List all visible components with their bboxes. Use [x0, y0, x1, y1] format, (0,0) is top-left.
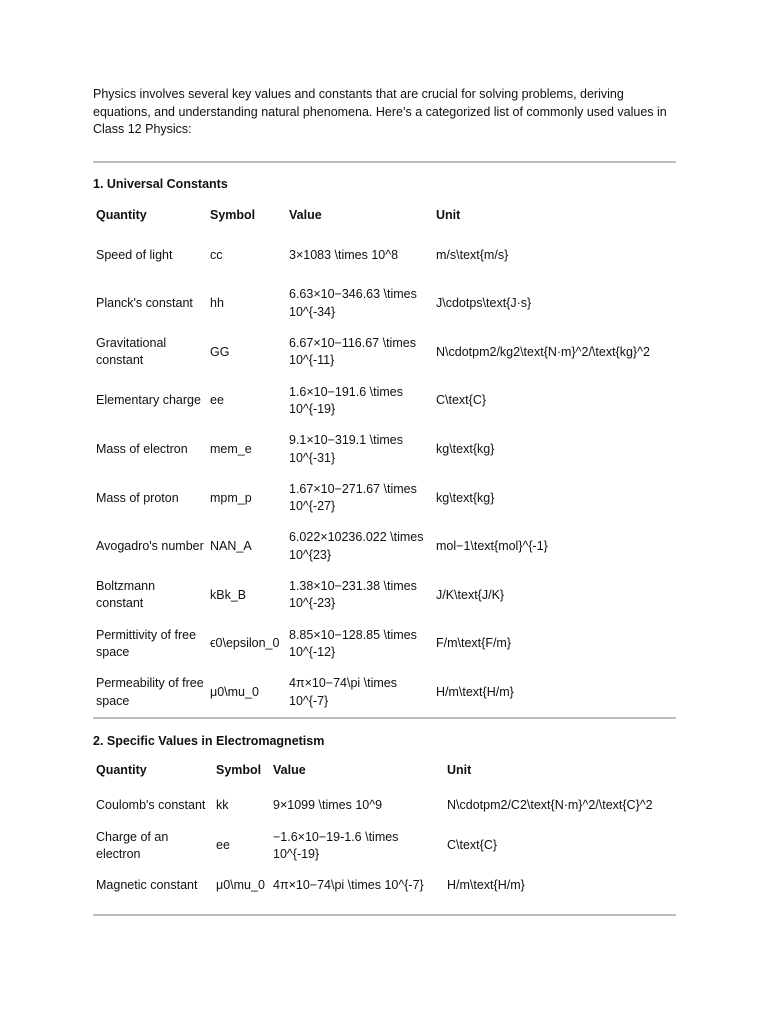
cell-unit: kg\text{kg}: [436, 441, 495, 456]
table-row: [93, 786, 678, 826]
cell-quantity: Avogadro's number: [96, 539, 204, 554]
table-row: [93, 668, 678, 717]
cell-quantity: Speed of light: [96, 247, 173, 262]
header-value: Value: [273, 763, 306, 778]
cell-unit: N\cdotpm2/C2\text{N·m}^2/\text{C}^2: [447, 798, 653, 813]
cell-value: 6.022×10236.022 \times 10^{23}: [289, 530, 424, 562]
table-header-row: [93, 756, 678, 786]
cell-value: 6.63×10−346.63 \times 10^{-34}: [289, 287, 417, 319]
table-row: [93, 826, 678, 866]
cell-symbol: cc: [210, 247, 223, 262]
cell-unit: kg\text{kg}: [436, 490, 495, 505]
cell-quantity: Charge of an electron: [96, 829, 169, 861]
table-row: [93, 571, 678, 620]
cell-unit: C\text{C}: [436, 393, 487, 408]
cell-quantity: Boltzmann constant: [96, 578, 156, 611]
cell-quantity: Mass of electron: [96, 441, 188, 456]
cell-unit: H/m\text{H/m}: [447, 878, 525, 893]
table-header-row: [93, 200, 678, 231]
cell-unit: H/m\text{H/m}: [436, 684, 514, 699]
cell-value: −1.6×10−19-1.6 \times 10^{-19}: [273, 829, 399, 861]
cell-quantity: Gravitational constant: [96, 335, 167, 368]
cell-quantity: Magnetic constant: [96, 878, 198, 893]
section-divider: [93, 161, 676, 163]
cell-unit: mol−1\text{mol}^{-1}: [436, 539, 548, 554]
header-symbol: Symbol: [216, 763, 262, 778]
table-row: [93, 425, 678, 474]
cell-symbol: kk: [216, 798, 229, 813]
header-quantity: Quantity: [96, 207, 147, 222]
table-row: [93, 866, 678, 906]
cell-symbol: ee: [210, 393, 224, 408]
table-row: [93, 328, 678, 377]
cell-unit: C\text{C}: [447, 838, 498, 853]
header-quantity: Quantity: [96, 763, 147, 778]
cell-value: 9.1×10−319.1 \times 10^{-31}: [289, 433, 403, 465]
cell-value: 4π×10−74\pi \times 10^{-7}: [289, 676, 397, 708]
header-value: Value: [289, 207, 322, 222]
cell-value: 3×1083 \times 10^8: [289, 247, 399, 262]
cell-value: 1.6×10−191.6 \times 10^{-19}: [289, 384, 403, 417]
universal-constants-table: [93, 200, 678, 717]
cell-unit: F/m\text{F/m}: [436, 636, 512, 651]
table-row: [93, 620, 678, 669]
table-row: [93, 231, 678, 280]
cell-symbol: μ0\mu_0: [216, 878, 265, 893]
cell-quantity: Permittivity of free space: [96, 627, 197, 660]
cell-symbol: kBk_B: [210, 587, 247, 602]
cell-unit: m/s\text{m/s}: [436, 247, 509, 262]
cell-value: 4π×10−74\pi \times 10^{-7}: [273, 878, 424, 893]
cell-symbol: ee: [216, 838, 230, 853]
cell-unit: N\cdotpm2/kg2\text{N·m}^2/\text{kg}^2: [436, 344, 650, 359]
header-unit: Unit: [436, 207, 461, 222]
cell-unit: J/K\text{J/K}: [436, 587, 505, 602]
cell-quantity: Coulomb's constant: [96, 798, 206, 813]
cell-symbol: GG: [210, 344, 230, 359]
cell-unit: J\cdotps\text{J·s}: [436, 296, 532, 311]
cell-symbol: mpm_p: [210, 490, 252, 505]
cell-quantity: Planck's constant: [96, 296, 193, 311]
intro-paragraph: Physics involves several key values and constants that are crucial for solving problems, deriving equations, and understanding natural phenomena. Here’s a categorized list of commonly used values in Class 12 Physics:: [93, 87, 667, 136]
cell-symbol: μ0\mu_0: [210, 684, 259, 699]
cell-symbol: ϵ0\epsilon_0: [210, 636, 280, 651]
section-divider: [93, 914, 676, 916]
table-row: [93, 474, 678, 523]
cell-quantity: Elementary charge: [96, 393, 201, 408]
cell-quantity: Mass of proton: [96, 490, 179, 505]
cell-value: 1.38×10−231.38 \times 10^{-23}: [289, 578, 417, 611]
header-symbol: Symbol: [210, 207, 256, 222]
cell-symbol: hh: [210, 296, 224, 311]
section2-heading: 2. Specific Values in Electromagnetism: [93, 734, 325, 748]
cell-symbol: mem_e: [210, 441, 252, 456]
cell-value: 1.67×10−271.67 \times 10^{-27}: [289, 481, 417, 514]
cell-value: 6.67×10−116.67 \times 10^{-11}: [289, 335, 416, 368]
header-unit: Unit: [447, 763, 472, 778]
electromagnetism-table: [93, 756, 678, 906]
table-row: [93, 523, 678, 572]
cell-value: 9×1099 \times 10^9: [273, 798, 383, 813]
cell-quantity: Permeability of free space: [96, 676, 204, 708]
cell-value: 8.85×10−128.85 \times 10^{-12}: [289, 627, 417, 660]
cell-symbol: NAN_A: [210, 539, 252, 554]
section-divider: [93, 717, 676, 719]
table-row: [93, 377, 678, 426]
section1-heading: 1. Universal Constants: [93, 177, 228, 191]
table-row: [93, 280, 678, 329]
